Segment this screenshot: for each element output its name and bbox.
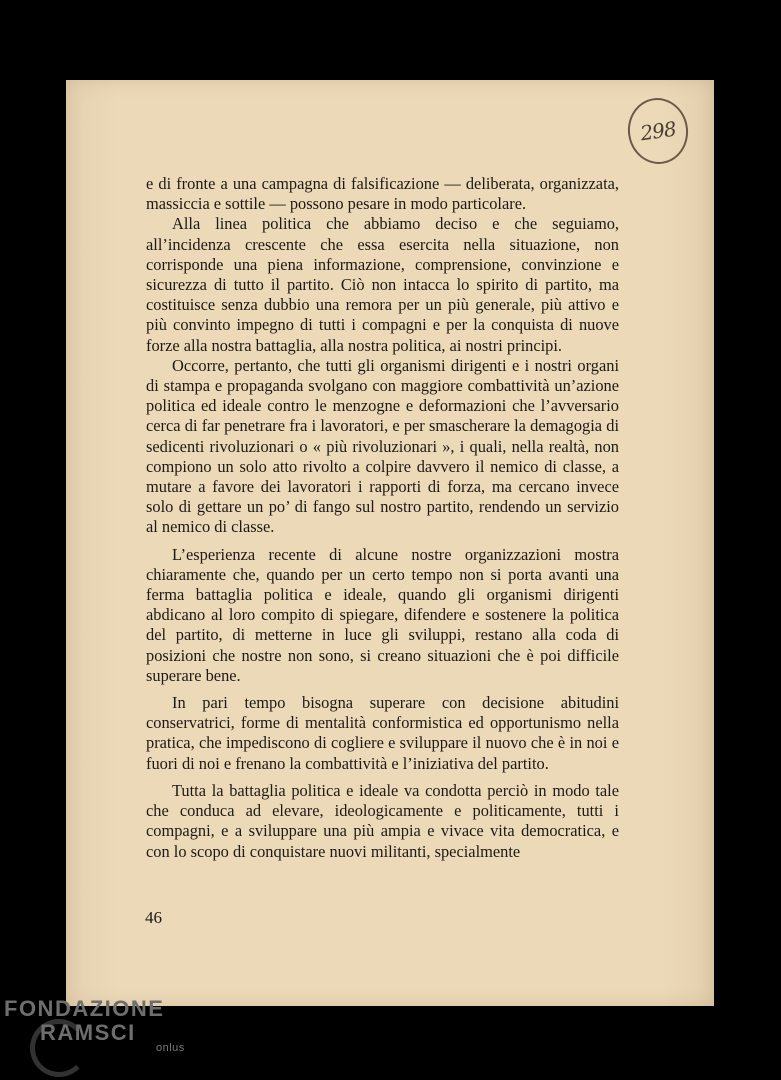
archive-stamp: 298 (624, 94, 693, 168)
watermark-line3: onlus (156, 1042, 185, 1054)
paragraph: L’esperienza recente di alcune nostre organizzazioni mostra chiaramente che, quando per un certo tempo non si porta avanti una ferma battaglia politica e ideale, quando gli organismi dirigenti abdicano al loro compito di spiegare, difendere e sostenere la politica del partito, di metterne in luce gli sviluppi, restano alla coda di posizioni che nostre non sono, si creano situazioni che è poi difficile superare bene. (146, 544, 619, 685)
watermark-line2: RAMSCI (40, 1020, 136, 1045)
watermark-logo (4, 996, 185, 1054)
paragraph: e di fronte a una campagna di falsificazione — deliberata, organizzata, massiccia e sottile — possono pesare in modo particolare. (146, 174, 619, 214)
paragraph: Occorre, pertanto, che tutti gli organismi dirigenti e i nostri organi di stampa e propaganda svolgano con maggiore combattività un’azione politica ed ideale contro le menzogne e deformazioni che l’avversario cerca di far penetrare fra i lavoratori, e per smascherare la demagogia di sedicenti rivoluzionari o « più rivoluzionari », i quali, nella realtà, non compiono un solo atto rivolto a colpire davvero il nemico di classe, a mutare a favore dei lavoratori i rapporti di forza, ma cercano invece solo di gettare un po’ di fango sul nostro partito, rendendo un servizio al nemico di classe. (146, 355, 619, 537)
paragraph: In pari tempo bisogna superare con decisione abitudini conservatrici, forme di mentalità conformistica ed opportunismo nella pratica, che impediscono di cogliere e sviluppare il nuovo che è in noi e fuori di noi e frenano la combattività e l’iniziativa del partito. (146, 693, 619, 773)
paragraph: Alla linea politica che abbiamo deciso e che seguiamo, all’incidenza crescente che essa esercita nella situazione, non corrisponde una piena informazione, comprensione, convinzione e sicurezza di tutto il partito. Ciò non intacca lo spirito di partito, ma costituisce senza dubbio una remora per un più generale, più attivo e più convinto impegno di tutti i compagni e per la conquista di nuove forze alla nostra battaglia, alla nostra politica, ai nostri principi. (146, 214, 619, 355)
page-number: 46 (145, 908, 162, 927)
page-body (146, 174, 619, 862)
watermark-line1: FONDAZIONE (4, 996, 165, 1021)
paragraph: Tutta la battaglia politica e ideale va condotta perciò in modo tale che conduca ad elevare, ideologicamente e politicamente, tutti i compagni, e a sviluppare una più ampia e vivace vita democratica, e con lo scopo di conquistare nuovi militanti, specialmente (146, 780, 619, 861)
